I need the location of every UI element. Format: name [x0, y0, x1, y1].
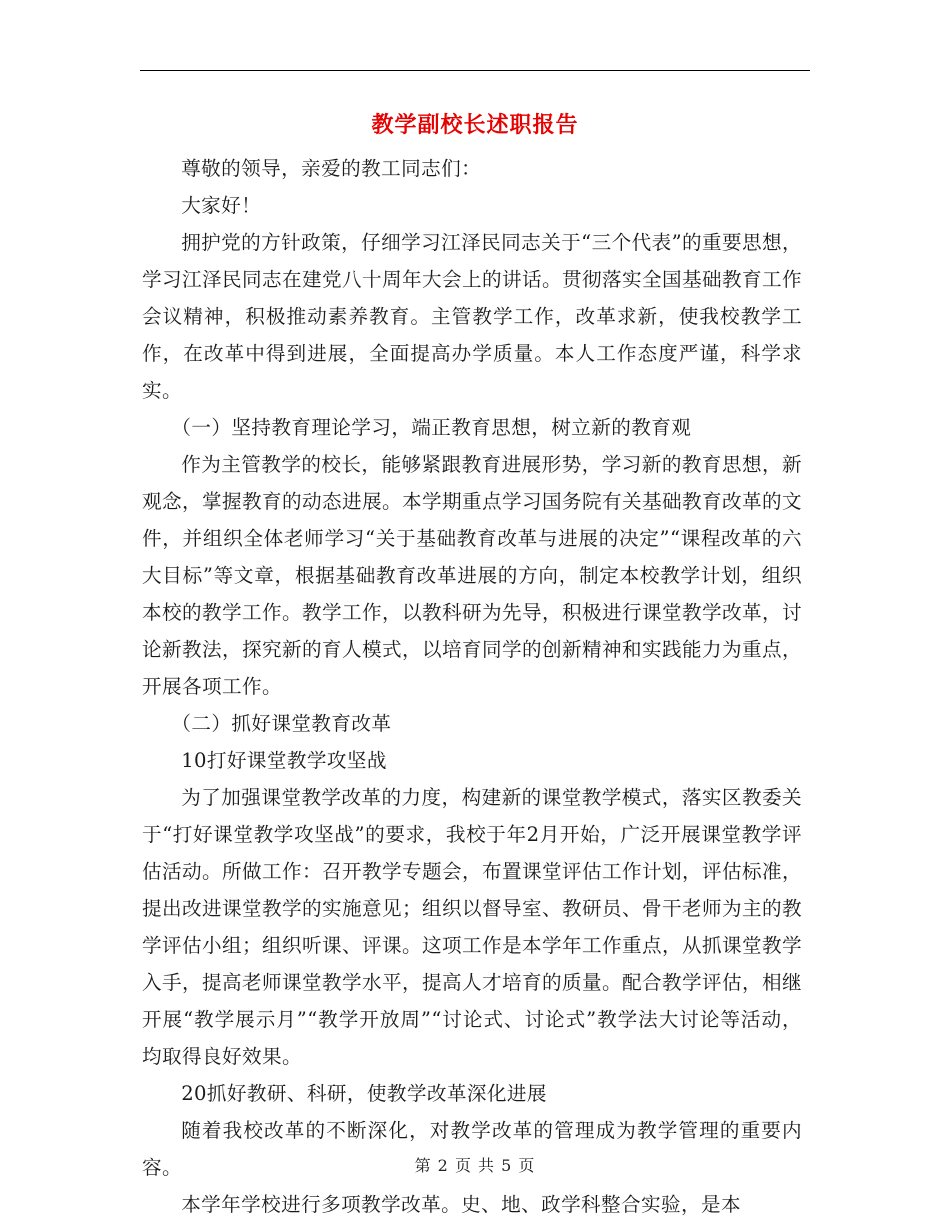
section-heading: （二）抓好课堂教育改革 [171, 712, 392, 735]
salutation: 尊敬的领导，亲爱的教工同志们： [181, 157, 482, 180]
paragraph: 作为主管教学的校长，能够紧跟教育进展形势，学习新的教育思想，新观念，掌握教育的动态进展。本学期重点学习国务院有关基础教育改革的文件，并组织全体老师学习“关于基础教育改革与进展的决定”“课程改革的六大目标”等文章，根据基础教育改革进展的方向，制定本校教学计划，组织本校的教学工作。教学工作，以教科研为先导，积极进行课堂教学改革，讨论新教法，探究新的育人模式，以培育同学的创新精神和实践能力为重点，开展各项工作。 [142, 453, 802, 698]
subsection-heading: 10打好课堂教学攻坚战 [181, 749, 387, 772]
paragraph: 本学年学校进行多项教学改革。史、地、政学科整合实验，是本 [181, 1193, 742, 1216]
paragraph: 为了加强课堂教学改革的力度，构建新的课堂教学模式，落实区教委关于“打好课堂教学攻坚战”的要求，我校于年2月开始，广泛开展课堂教学评估活动。所做工作：召开教学专题会，布置课堂评估工作计划，评估标准，提出改进课堂教学的实施意见；组织以督导室、教研员、骨干老师为主的教学评估小组；组织听课、评课。这项工作是本学年工作重点，从抓课堂教学入手，提高老师课堂教学水平，提高人才培育的质量。配合教学评估，相继开展“教学展示月”“教学开放周”“讨论式、讨论式”教学法大讨论等活动，均取得良好效果。 [142, 786, 802, 1068]
paragraph: 拥护党的方针政策，仔细学习江泽民同志关于“三个代表”的重要思想，学习江泽民同志在建党八十周年大会上的讲话。贯彻落实全国基础教育工作会议精神，积极推动素养教育。主管教学工作，改革求新，使我校教学工作，在改革中得到进展，全面提高办学质量。本人工作态度严谨，科学求实。 [142, 231, 802, 402]
document-title: 教学副校长述职报告 [371, 112, 579, 138]
paragraph: 随着我校改革的不断深化，对教学改革的管理成为教学管理的重要内容。 [142, 1119, 802, 1179]
section-heading: （一）坚持教育理论学习，端正教育思想，树立新的教育观 [171, 416, 692, 439]
document-body [142, 150, 802, 1223]
header-rule [140, 70, 810, 71]
page-number: 第 2 页 共 5 页 [414, 1156, 536, 1175]
subsection-heading: 20抓好教研、科研，使教学改革深化进展 [181, 1082, 547, 1105]
greeting: 大家好！ [181, 194, 262, 217]
